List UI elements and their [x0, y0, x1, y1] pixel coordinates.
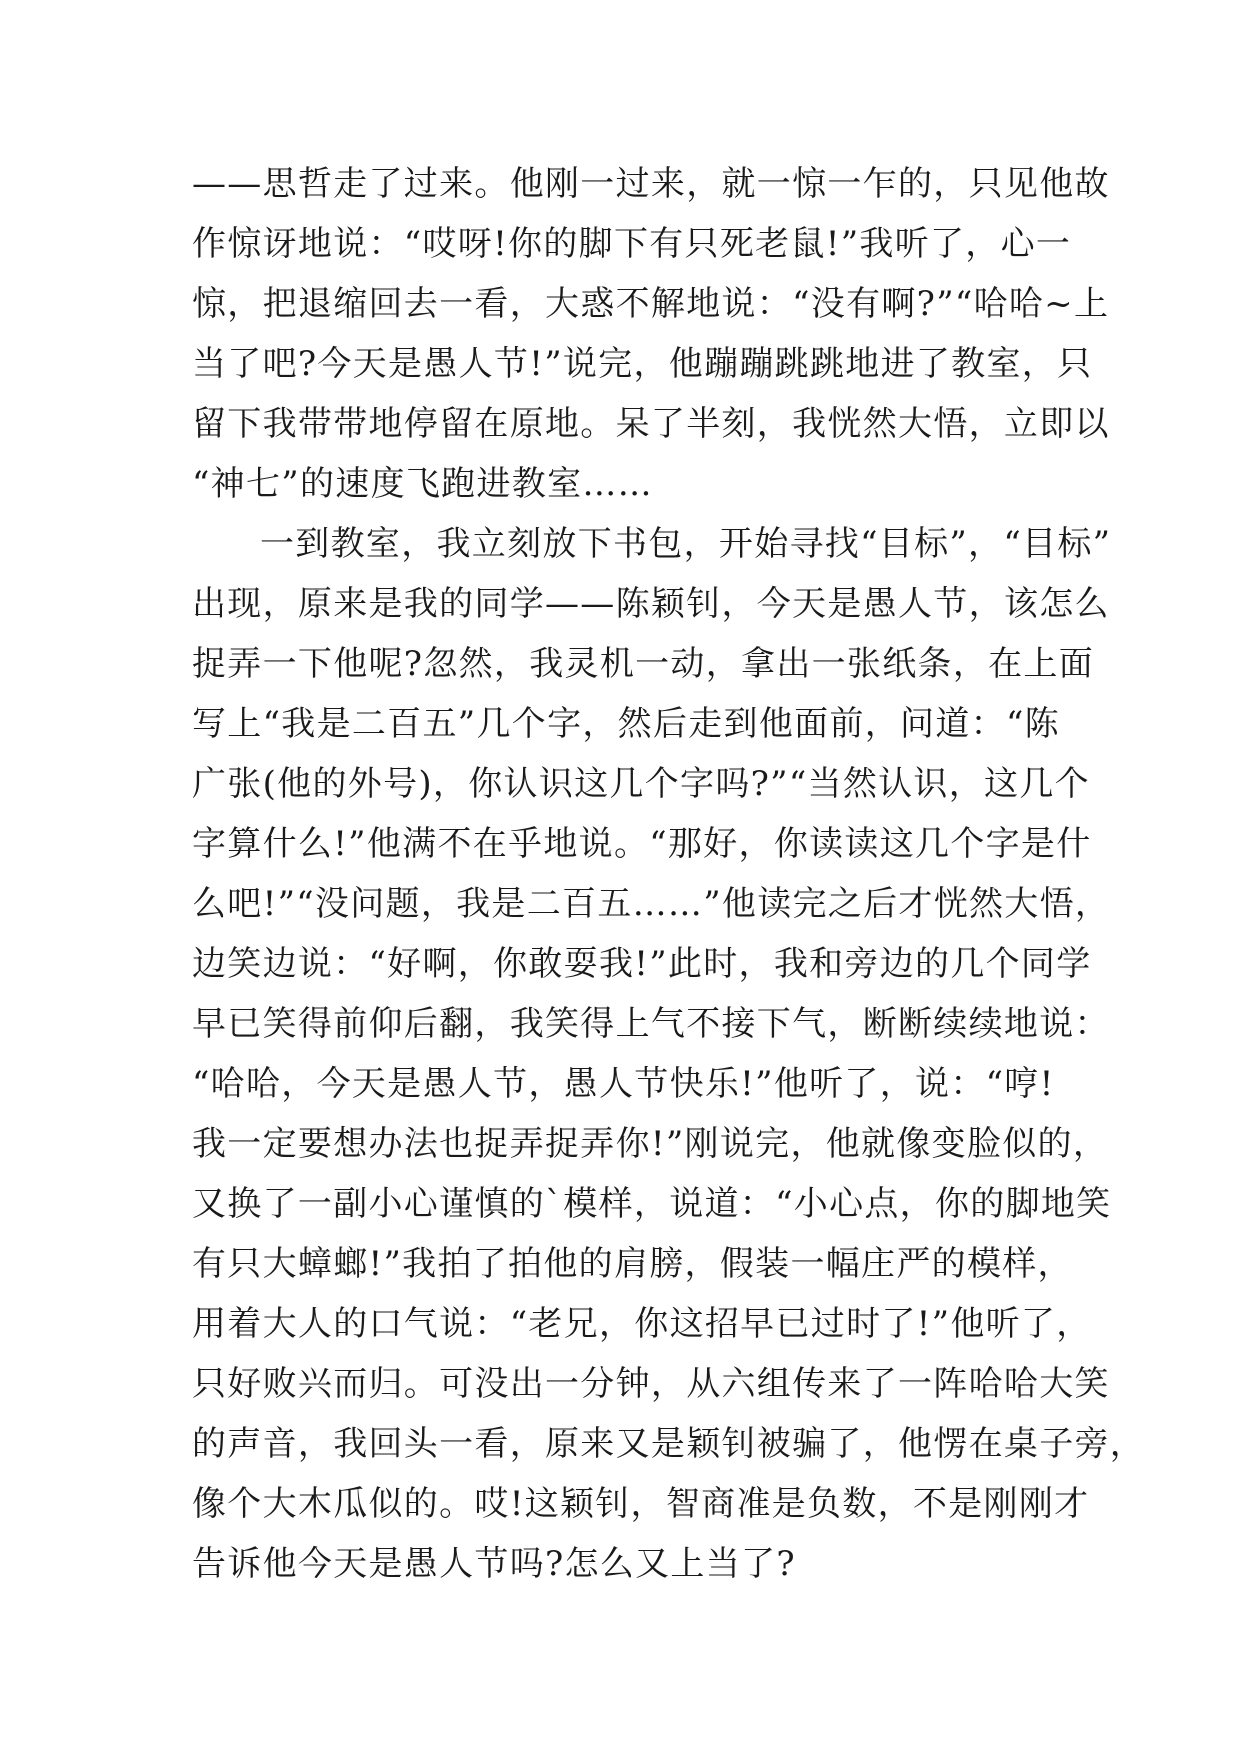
text-line: 我一定要想办法也捉弄捉弄你!”刚说完，他就像变脸似的，: [192, 1124, 1109, 1164]
text-line: 又换了一副小心谨慎的`模样，说道：“小心点，你的脚地笑: [192, 1184, 1112, 1224]
text-line: 用着大人的口气说：“老兄，你这招早已过时了!”他听了，: [192, 1304, 1092, 1344]
text-line: 广张(他的外号)，你认识这几个字吗?”“当然认识，这几个: [192, 764, 1090, 804]
text-line: 写上“我是二百五”几个字，然后走到他面前，问道：“陈: [192, 704, 1060, 744]
text-line: “神七”的速度飞跑进教室……: [192, 464, 653, 504]
text-line: 出现，原来是我的同学——陈颖钊，今天是愚人节，该怎么: [192, 584, 1110, 624]
text-line: 捉弄一下他呢?忽然，我灵机一动，拿出一张纸条，在上面: [192, 644, 1095, 684]
text-line: 像个大木瓜似的。哎!这颖钊，智商准是负数，不是刚刚才: [192, 1484, 1090, 1524]
text-line: 只好败兴而归。可没出一分钟，从六组传来了一阵哈哈大笑: [192, 1364, 1110, 1404]
text-line: 的声音，我回头一看，原来又是颖钊被骗了，他愣在桌子旁，: [192, 1424, 1146, 1464]
text-line: 当了吧?今天是愚人节!”说完，他蹦蹦跳跳地进了教室，只: [192, 344, 1093, 384]
text-line: 惊，把退缩回去一看，大惑不解地说：“没有啊?”“哈哈~上: [192, 284, 1110, 324]
article-body: [192, 154, 1146, 1594]
text-line: 有只大蟑螂!”我拍了拍他的肩膀，假装一幅庄严的模样，: [192, 1244, 1073, 1284]
text-line: 字算什么!”他满不在乎地说。“那好，你读读这几个字是什: [192, 824, 1092, 864]
text-line: 留下我带带地停留在原地。呆了半刻，我恍然大悟，立即以: [192, 404, 1110, 444]
text-line: 作惊讶地说：“哎呀!你的脚下有只死老鼠!”我听了，心一: [192, 224, 1072, 264]
paragraph-first-line: 一到教室，我立刻放下书包，开始寻找“目标”，“目标”: [260, 524, 1112, 564]
text-line: 告诉他今天是愚人节吗?怎么又上当了?: [192, 1544, 796, 1584]
text-line: 么吧!”“没问题，我是二百五……”他读完之后才恍然大悟，: [192, 884, 1111, 924]
text-line: “哈哈，今天是愚人节，愚人节快乐!”他听了，说：“哼!: [192, 1064, 1055, 1104]
text-line: ——思哲走了过来。他刚一过来，就一惊一乍的，只见他故: [192, 164, 1110, 204]
text-line: 早已笑得前仰后翻，我笑得上气不接下气，断断续续地说：: [192, 1004, 1110, 1044]
text-line: 边笑边说：“好啊，你敢耍我!”此时，我和旁边的几个同学: [192, 944, 1092, 984]
